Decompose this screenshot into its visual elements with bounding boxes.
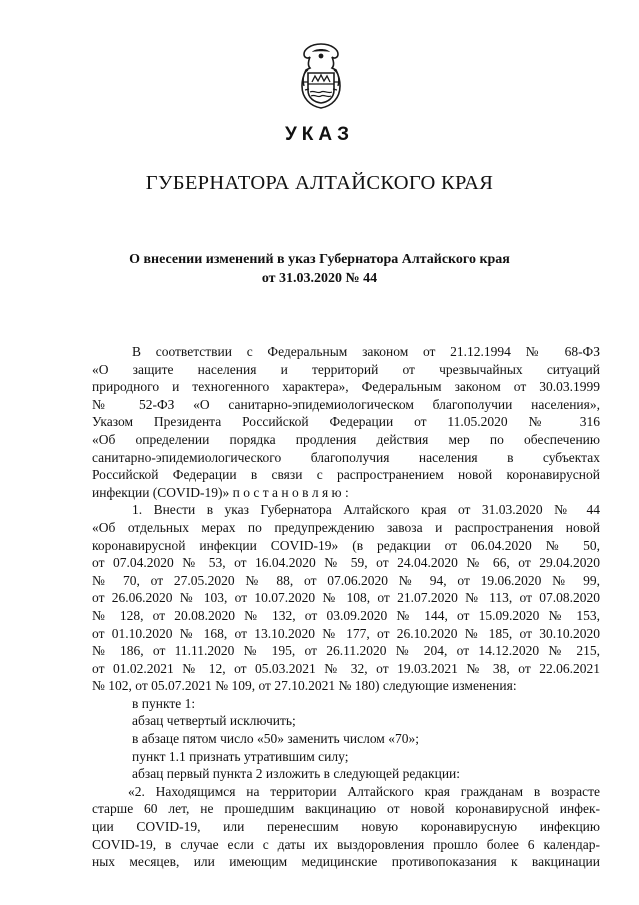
body-line: коронавирусной инфекции COVID-19» (в редакции от 06.04.2020 № 50, (92, 537, 600, 553)
body-line: от 07.04.2020 № 53, от 16.04.2020 № 59, от 24.04.2020 № 66, от 29.04.2020 (92, 555, 600, 571)
body-line: «О защите населения и территорий от чрезвычайных ситуаций (92, 361, 600, 377)
body-line: абзац четвертый исключить; (132, 713, 296, 729)
body-line: санитарно-эпидемиологического благополучия населения в субъектах (92, 449, 600, 465)
decree-heading (80, 250, 559, 288)
body-line: «Об отдельных мерах по предупреждению завоза и распространения новой (92, 519, 600, 535)
body-line: № 102, от 05.07.2021 № 109, от 27.10.2021 № 180) следующие изменения: (92, 678, 517, 694)
coat-of-arms-emblem (296, 40, 346, 110)
body-line: от 26.06.2020 № 103, от 10.07.2020 № 108, от 21.07.2020 № 113, от 07.08.2020 (92, 590, 600, 606)
body-line: природного и техногенного характера», Федеральным законом от 30.03.1999 (92, 379, 600, 395)
decree-issuer: ГУБЕРНАТОРА АЛТАЙСКОГО КРАЯ (145, 172, 494, 194)
decree-title: УКАЗ (284, 124, 355, 145)
body-line: Указом Президента Российской Федерации от 11.05.2020 № 316 (92, 414, 600, 430)
body-line: абзац первый пункта 2 изложить в следующей редакции: (132, 766, 461, 782)
body-line: В соответствии с Федеральным законом от 21.12.1994 № 68-ФЗ (132, 344, 600, 359)
body-line: в пункте 1: (132, 695, 196, 711)
body-line: в абзаце пятом число «50» заменить числом «70»; (132, 731, 419, 747)
body-line: № 128, от 20.08.2020 № 132, от 03.09.2020 № 144, от 15.09.2020 № 153, (92, 607, 600, 623)
body-line: № 186, от 11.11.2020 № 195, от 26.11.2020 № 204, от 14.12.2020 № 215, (92, 643, 600, 659)
heading-line-2: от 31.03.2020 № 44 (261, 271, 378, 286)
body-line: 1. Внести в указ Губернатора Алтайского края от 31.03.2020 № 44 (132, 502, 600, 518)
body-line: ции COVID-19, или перенесшим новую коронавирусную инфекцию (92, 819, 600, 835)
body-line: «Об определении порядка продления действия мер по обеспечению (92, 431, 600, 447)
body-line: Российской Федерации в связи с распространением новой коронавирусной (92, 467, 600, 483)
body-line: пункт 1.1 признать утратившим силу; (132, 748, 349, 764)
body-line: инфекции (COVID-19)» п о с т а н о в л я ю : (92, 484, 349, 500)
heading-line-1: О внесении изменений в указ Губернатора Алтайского края (129, 252, 510, 267)
body-line: «2. Находящимся на территории Алтайского края гражданам в возрасте (128, 783, 600, 799)
body-line: № 52-ФЗ «О санитарно-эпидемиологическом благополучии населения», (92, 396, 600, 412)
body-line: от 01.02.2021 № 12, от 05.03.2021 № 32, от 19.03.2021 № 38, от 22.06.2021 (92, 660, 600, 676)
body-line: ных месяцев, или имеющим медицинские противопоказания к вакцинации (92, 854, 600, 870)
decree-body (92, 343, 600, 871)
body-line: от 01.10.2020 № 168, от 13.10.2020 № 177, от 26.10.2020 № 185, от 30.10.2020 (92, 625, 600, 641)
body-line: № 70, от 27.05.2020 № 88, от 07.06.2020 № 94, от 19.06.2020 № 99, (92, 572, 600, 588)
body-line: COVID-19, в случае если с даты их выздоровления прошло более 6 календар- (92, 836, 600, 852)
body-line: старше 60 лет, не прошедшим вакцинацию от новой коронавирусной инфек- (92, 801, 600, 817)
